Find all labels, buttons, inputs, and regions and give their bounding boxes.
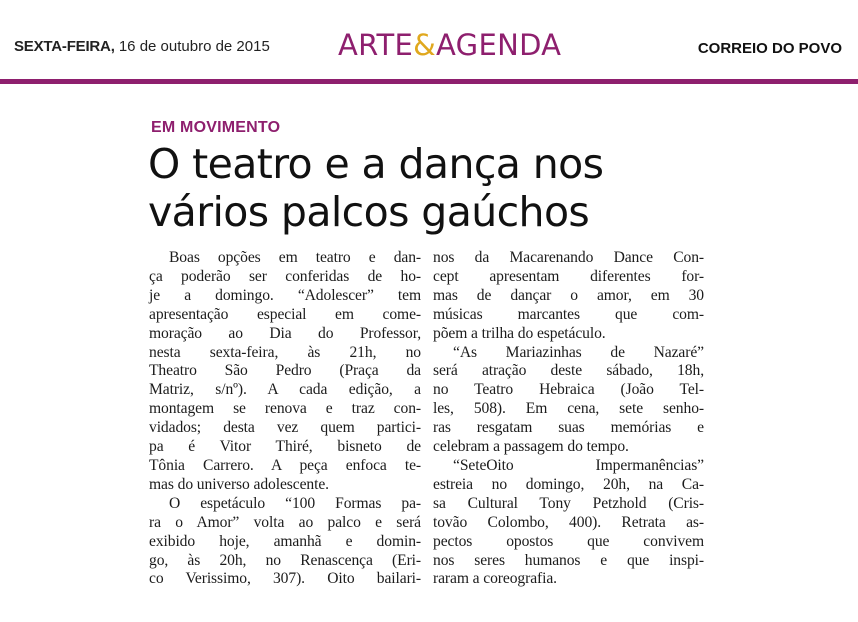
body-line: go, às 20h, no Renascença (Eri-: [149, 551, 421, 569]
article-kicker: EM MOVIMENTO: [151, 119, 281, 136]
article-headline: [148, 140, 708, 236]
date-text: 16 de outubro de 2015: [114, 38, 270, 55]
body-line: mas do universo adolescente.: [149, 475, 329, 493]
newspaper-name: CORREIO DO POVO: [697, 40, 842, 57]
body-line: “SeteOito Impermanências”: [453, 456, 704, 474]
body-line: mas de dançar o amor, em 30: [433, 286, 704, 304]
body-line: pectos opostos que convivem: [433, 532, 704, 550]
body-line: O espetáculo “100 Formas pa-: [169, 494, 421, 512]
body-line: moração ao Dia do Professor,: [149, 324, 421, 342]
body-line: montagem se renova e traz con-: [149, 400, 421, 418]
section-title-ampersand: &: [413, 28, 437, 62]
body-line: ras resgatam suas memórias e: [433, 419, 704, 437]
body-line: ça poderão ser conferidas de ho-: [149, 267, 421, 285]
body-line: Boas opções em teatro e dan-: [169, 249, 421, 266]
section-title: [338, 28, 561, 62]
body-line: nos da Macarenando Dance Con-: [433, 249, 704, 266]
body-line: je a domingo. “Adolescer” tem: [149, 286, 421, 304]
body-line: cept apresentam diferentes for-: [433, 267, 704, 285]
body-line: les, 508). Em cena, sete senho-: [433, 400, 704, 418]
header-divider: [0, 79, 858, 84]
date-weekday: SEXTA-FEIRA,: [14, 38, 115, 55]
body-line: exibido hoje, amanhã e domin-: [149, 532, 421, 550]
headline-line: vários palcos gaúchos: [148, 188, 590, 236]
body-line: raram a coreografia.: [433, 570, 557, 588]
headline-line: O teatro e a dança nos: [148, 140, 604, 188]
body-line: no Teatro Hebraica (João Tel-: [433, 381, 704, 399]
page-header: [0, 0, 858, 86]
body-line: Matriz, s/nº). A cada edição, a: [149, 381, 421, 399]
body-line: sa Cultural Tony Petzhold (Cris-: [433, 494, 704, 512]
section-title-part1: ARTE: [338, 28, 414, 62]
body-line: “As Mariazinhas de Nazaré”: [453, 343, 704, 361]
publication-date: [14, 38, 270, 55]
body-line: apresentação especial em come-: [149, 305, 421, 323]
section-title-part2: AGENDA: [436, 28, 562, 62]
body-line: Theatro São Pedro (Praça da: [149, 362, 421, 380]
body-line: nos seres humanos e que inspi-: [433, 551, 704, 569]
body-line: põem a trilha do espetáculo.: [433, 324, 606, 342]
body-line: tovão Colombo, 400). Retrata as-: [433, 513, 704, 531]
body-line: Tônia Carrero. A peça enfoca te-: [149, 456, 421, 474]
body-line: estreia no domingo, 20h, na Ca-: [433, 475, 704, 493]
body-line: ra o Amor” volta ao palco e será: [149, 513, 421, 531]
body-line: vidados; desta vez quem partici-: [149, 419, 421, 437]
body-line: nesta sexta-feira, às 21h, no: [149, 343, 421, 361]
body-line: pa é Vitor Thiré, bisneto de: [149, 438, 421, 456]
article-column-right: [433, 249, 704, 589]
body-line: co Verissimo, 307). Oito bailari-: [149, 570, 421, 588]
article-column-left: [149, 249, 421, 589]
body-line: celebram a passagem do tempo.: [433, 438, 629, 456]
body-line: músicas marcantes que com-: [433, 305, 704, 323]
body-line: será atração deste sábado, 18h,: [433, 362, 704, 380]
